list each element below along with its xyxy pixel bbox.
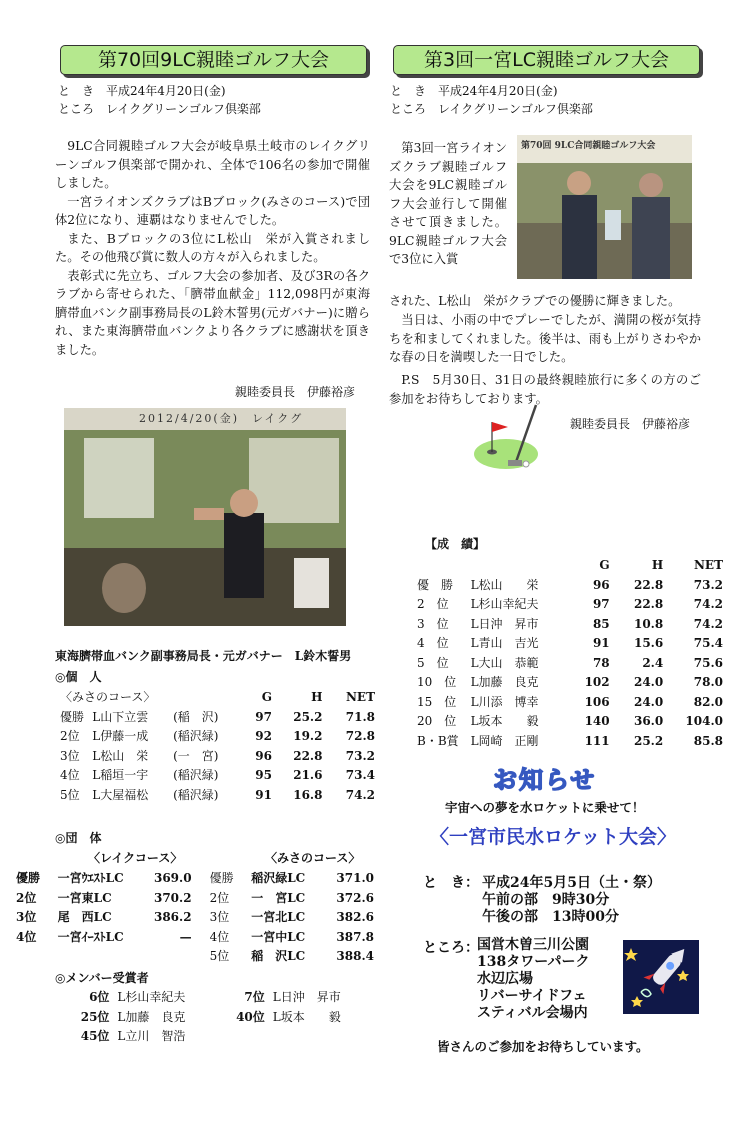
result-name: L川添 博幸 — [470, 694, 539, 709]
ind-h: 22.8 — [293, 748, 323, 763]
left-date: と き 平成24年4月20日(金) — [58, 84, 226, 98]
team-score-left: 370.2 — [153, 890, 192, 905]
table-row — [417, 712, 723, 732]
member-rank: 45位 — [80, 1029, 110, 1043]
team-score-left: 369.0 — [153, 871, 192, 885]
result-net: 74.2 — [693, 597, 723, 611]
left-signature: 親睦委員長 伊藤裕彦 — [235, 385, 356, 399]
award-photo — [517, 135, 692, 279]
table-row — [417, 693, 723, 713]
individual-header-g: G — [261, 690, 272, 704]
team-score-right: 387.8 — [336, 929, 374, 944]
member-name: L立川 智浩 — [117, 1029, 186, 1043]
result-name: L大山 恭範 — [470, 655, 539, 670]
team-name-left: 尾 西LC — [57, 910, 112, 924]
individual-header-net: NET — [345, 690, 375, 704]
right-paragraph-1-narrow: 第3回一宮ライオンズクラブ親睦ゴルフ大会を9LC親睦ゴルフ大会並行して開催させて頂きました。9LC親睦ゴルフ大会で3位に入賞 — [389, 141, 507, 266]
table-row — [60, 708, 375, 728]
table-row — [76, 1008, 366, 1028]
table-row — [16, 889, 374, 909]
left-paragraph-2: 一宮ライオンズクラブはBブロック(みさのコース)で団体2位になり、連覇はなりませんでした。 — [55, 194, 370, 227]
result-g: 97 — [592, 597, 610, 611]
result-h: 24.0 — [633, 694, 664, 709]
team-rank-left: 3位 — [16, 910, 37, 924]
team-rank-right: 4位 — [209, 929, 230, 944]
left-article-body — [55, 137, 370, 359]
team-name-left: 一宮ｲｰｽﾄLC — [57, 929, 124, 944]
result-h: 36.0 — [633, 714, 664, 728]
rocket-icon — [623, 940, 699, 1014]
result-name: L青山 吉光 — [470, 636, 539, 650]
ind-g: 96 — [255, 748, 272, 763]
team-rank-right: 5位 — [209, 949, 230, 963]
result-rank: 10 位 — [417, 675, 457, 689]
result-net: 82.0 — [693, 694, 723, 709]
table-row — [16, 869, 374, 889]
ind-net: 74.2 — [345, 787, 375, 802]
golf-clipart-icon — [468, 402, 548, 477]
ind-rank: 優勝 — [60, 709, 85, 724]
member-rank: 6位 — [89, 990, 110, 1004]
member-name: L日沖 昇市 — [272, 990, 341, 1004]
ind-g: 92 — [255, 729, 272, 743]
ind-rank: 3位 — [60, 748, 80, 763]
result-g: 85 — [592, 616, 610, 631]
notice-title: お知らせ — [493, 766, 597, 794]
result-net: 75.6 — [693, 655, 723, 670]
members-heading: ◎メンバー受賞者 — [55, 971, 149, 985]
team-rank-right: 優勝 — [209, 871, 234, 885]
team-course-misano: 〈みさのコース〉 — [265, 851, 361, 865]
event-title: 〈一宮市民水ロケット大会〉 — [430, 826, 677, 848]
member-name: L加藤 良克 — [117, 1009, 186, 1024]
ind-club: (稲沢緑) — [173, 787, 219, 802]
result-rank: 2 位 — [417, 597, 449, 611]
team-name-right: 一宮中LC — [251, 929, 306, 944]
result-rank: 15 位 — [417, 694, 457, 709]
ind-name: L稲垣一宇 — [92, 768, 149, 782]
speaker-photo-caption: 東海臍帯血バンク副事務局長・元ガバナー L鈴木誓男 — [55, 649, 352, 663]
result-net: 74.2 — [693, 616, 723, 631]
ind-h: 21.6 — [293, 768, 323, 782]
speaker-photo — [64, 408, 346, 626]
ind-h: 16.8 — [293, 787, 323, 802]
award-photo-image — [517, 135, 692, 279]
individual-header-h: H — [311, 690, 323, 704]
result-rank: B・B賞 — [417, 733, 459, 748]
result-h: 22.8 — [633, 597, 664, 611]
ind-net: 71.8 — [345, 709, 375, 724]
event-when-date: 平成24年5月5日（土・祭） — [482, 875, 661, 891]
event-where-line-1: 国営木曽三川公園 — [477, 937, 589, 953]
table-row — [60, 766, 375, 786]
right-signature: 親睦委員長 伊藤裕彦 — [570, 417, 691, 431]
ind-name: L大屋福松 — [92, 787, 149, 802]
ind-club: (稲沢緑) — [173, 768, 219, 782]
team-score-right: 371.0 — [336, 871, 374, 885]
result-h: 2.4 — [642, 655, 664, 670]
result-rank: 20 位 — [417, 714, 457, 728]
left-article-title: 第70回9LC親睦ゴルフ大会 — [60, 45, 367, 75]
team-score-right: 382.6 — [336, 910, 374, 924]
results-table — [417, 556, 723, 751]
table-row — [417, 654, 723, 674]
members-table — [76, 988, 366, 1047]
left-paragraph-4: 表彰式に先立ち、ゴルフ大会の参加者、及び3Rの各クラブから寄せられた、「臍帯血献金」112,098円が東海臍帯血バンク副事務局長のL鈴木誓男(元ガバナー)に贈られ、また東海臍帯血バンクより各クラブに感謝状を頂きました。 — [55, 268, 370, 357]
table-row — [417, 673, 723, 693]
ind-h: 19.2 — [293, 729, 323, 743]
team-name-right: 稲沢緑LC — [251, 871, 306, 885]
result-net: 85.8 — [693, 733, 723, 748]
ind-rank: 5位 — [60, 787, 80, 802]
right-place: ところ レイクグリーンゴルフ倶楽部 — [390, 102, 593, 116]
team-score-left: — — [179, 929, 192, 944]
results-heading: 【成 績】 — [425, 537, 486, 551]
left-paragraph-1: 9LC合同親睦ゴルフ大会が岐阜県土岐市のレイクグリーンゴルフ倶楽部で開かれ、全体で106名の参加で開催しました。 — [55, 139, 370, 190]
result-net: 104.0 — [685, 714, 723, 728]
event-where-line-5: スティバル会場内 — [477, 1005, 588, 1021]
ind-name: L松山 栄 — [92, 748, 149, 763]
ind-net: 72.8 — [345, 729, 375, 743]
result-g: 102 — [584, 675, 610, 689]
individual-header-row — [60, 688, 375, 708]
result-name: L岡崎 正剛 — [470, 733, 539, 748]
event-when-pm: 午後の部 13時00分 — [482, 909, 619, 925]
member-rank — [231, 1027, 272, 1047]
result-g: 78 — [592, 655, 610, 670]
right-date: と き 平成24年4月20日(金) — [390, 84, 558, 98]
result-h: 15.6 — [633, 636, 664, 650]
team-name-left: 一宮ｳｴｽﾄLC — [57, 871, 124, 885]
speaker-photo-image — [64, 408, 346, 626]
right-article-title: 第3回一宮LC親睦ゴルフ大会 — [393, 45, 700, 75]
result-rank: 4 位 — [417, 636, 449, 650]
team-rank-left: 4位 — [16, 929, 37, 944]
member-rank: 40位 — [236, 1009, 265, 1024]
individual-course: 〈みさのコース〉 — [60, 690, 156, 704]
ind-net: 73.2 — [345, 748, 375, 763]
result-rank: 3 位 — [417, 616, 449, 631]
table-row — [60, 786, 375, 806]
table-row — [417, 595, 723, 615]
table-row — [417, 634, 723, 654]
team-score-right: 372.6 — [336, 890, 374, 905]
left-paragraph-3: また、Bブロックの3位にL松山 栄が入賞されました。その他飛び賞に数人の方々が入られました。 — [55, 231, 370, 264]
result-name: L加藤 良克 — [470, 675, 539, 689]
ind-club: (稲沢緑) — [173, 729, 219, 743]
member-rank: 25位 — [80, 1009, 110, 1024]
table-row — [76, 988, 366, 1008]
result-g: 111 — [584, 733, 610, 748]
team-rank-left: 2位 — [16, 890, 37, 905]
result-h: 24.0 — [633, 675, 664, 689]
right-paragraph-2: 当日は、小雨の中でプレーでしたが、満開の桜が気持ちを和ましてくれました。後半は、雨も上がりさわやかな春の日を満喫した一日でした。 — [389, 313, 701, 364]
table-row — [60, 727, 375, 747]
ind-g: 91 — [255, 787, 272, 802]
team-table — [16, 869, 374, 967]
team-score-left: 386.2 — [153, 910, 192, 924]
result-name: L日沖 昇市 — [470, 616, 539, 631]
member-name: L杉山幸紀夫 — [117, 990, 186, 1004]
individual-heading: ◎個 人 — [55, 670, 102, 684]
team-rank-right: 3位 — [209, 910, 230, 924]
left-place: ところ レイクグリーンゴルフ倶楽部 — [58, 102, 261, 116]
notice-subtitle: 宇宙への夢を水ロケットに乗せて！ — [445, 800, 645, 815]
individual-table — [60, 688, 375, 805]
event-where — [477, 937, 590, 1022]
table-row — [16, 947, 374, 967]
event-when-am: 午前の部 9時30分 — [482, 892, 610, 908]
member-rank: 7位 — [244, 990, 265, 1004]
team-score-left — [139, 947, 210, 967]
ind-name: L山下立雲 — [92, 709, 149, 724]
member-name: L坂本 毅 — [272, 1009, 341, 1024]
result-g: 140 — [584, 714, 610, 728]
ind-rank: 2位 — [60, 729, 80, 743]
result-h: 10.8 — [633, 616, 664, 631]
table-row — [417, 576, 723, 596]
team-rank-right: 2位 — [209, 890, 230, 905]
team-heading: ◎団 体 — [55, 831, 102, 845]
event-where-line-4: リバーサイドフェ — [477, 988, 587, 1004]
result-h: 22.8 — [633, 577, 664, 592]
ind-club: (稲 沢) — [173, 709, 219, 724]
speaker-photo-banner: 2012/4/20(金) レイクグ — [139, 412, 304, 425]
ind-g: 97 — [255, 709, 272, 724]
award-photo-banner: 第70回 9LC合同親睦ゴルフ大会 — [521, 141, 656, 151]
ind-g: 95 — [255, 768, 272, 782]
team-course-lake: 〈レイクコース〉 — [88, 851, 183, 865]
team-rank-left — [16, 947, 58, 967]
result-net: 73.2 — [693, 577, 723, 592]
result-g: 106 — [584, 694, 610, 709]
results-header-row — [417, 556, 723, 576]
table-row — [417, 732, 723, 752]
right-paragraph-1-wide: された、L松山 栄がクラブでの優勝に輝きました。 — [389, 294, 681, 308]
result-g: 91 — [592, 636, 610, 650]
ind-rank: 4位 — [60, 768, 80, 782]
right-paragraph-3: P.S 5月30日、31日の最終親睦旅行に多くの方のご参加をお待ちしております。 — [389, 373, 701, 406]
team-rank-left: 優勝 — [16, 871, 41, 885]
team-name-left — [58, 947, 139, 967]
results-header-net: NET — [693, 558, 723, 572]
table-row — [60, 747, 375, 767]
result-rank: 優 勝 — [417, 577, 454, 592]
event-when-label: と き： — [423, 875, 479, 891]
closing-message: 皆さんのご参加をお待ちしています。 — [437, 1039, 649, 1054]
event-where-line-3: 水辺広場 — [477, 971, 533, 987]
member-name — [273, 1027, 366, 1047]
table-row — [76, 1027, 366, 1047]
team-name-left: 一宮東LC — [57, 890, 112, 905]
team-name-right: 一 宮LC — [251, 890, 306, 905]
team-name-right: 稲 沢LC — [251, 949, 306, 963]
event-where-label: ところ： — [423, 940, 479, 956]
result-net: 75.4 — [693, 636, 723, 650]
table-row — [417, 615, 723, 635]
table-row — [16, 908, 374, 928]
result-net: 78.0 — [693, 675, 723, 689]
ind-net: 73.4 — [345, 768, 375, 782]
ind-h: 25.2 — [293, 709, 323, 724]
ind-club: (一 宮) — [173, 748, 219, 763]
result-name: L坂本 毅 — [470, 714, 539, 728]
table-row — [16, 928, 374, 948]
result-name: L杉山幸紀夫 — [470, 597, 539, 611]
team-score-right: 388.4 — [336, 949, 374, 963]
result-rank: 5 位 — [417, 655, 449, 670]
result-g: 96 — [592, 577, 610, 592]
team-name-right: 一宮北LC — [251, 910, 306, 924]
event-where-line-2: 138タワーパーク — [477, 954, 590, 970]
results-header-h: H — [651, 558, 664, 572]
result-name: L松山 栄 — [470, 577, 539, 592]
result-h: 25.2 — [633, 733, 664, 748]
ind-name: L伊藤一成 — [92, 729, 149, 743]
results-header-g: G — [599, 558, 610, 572]
